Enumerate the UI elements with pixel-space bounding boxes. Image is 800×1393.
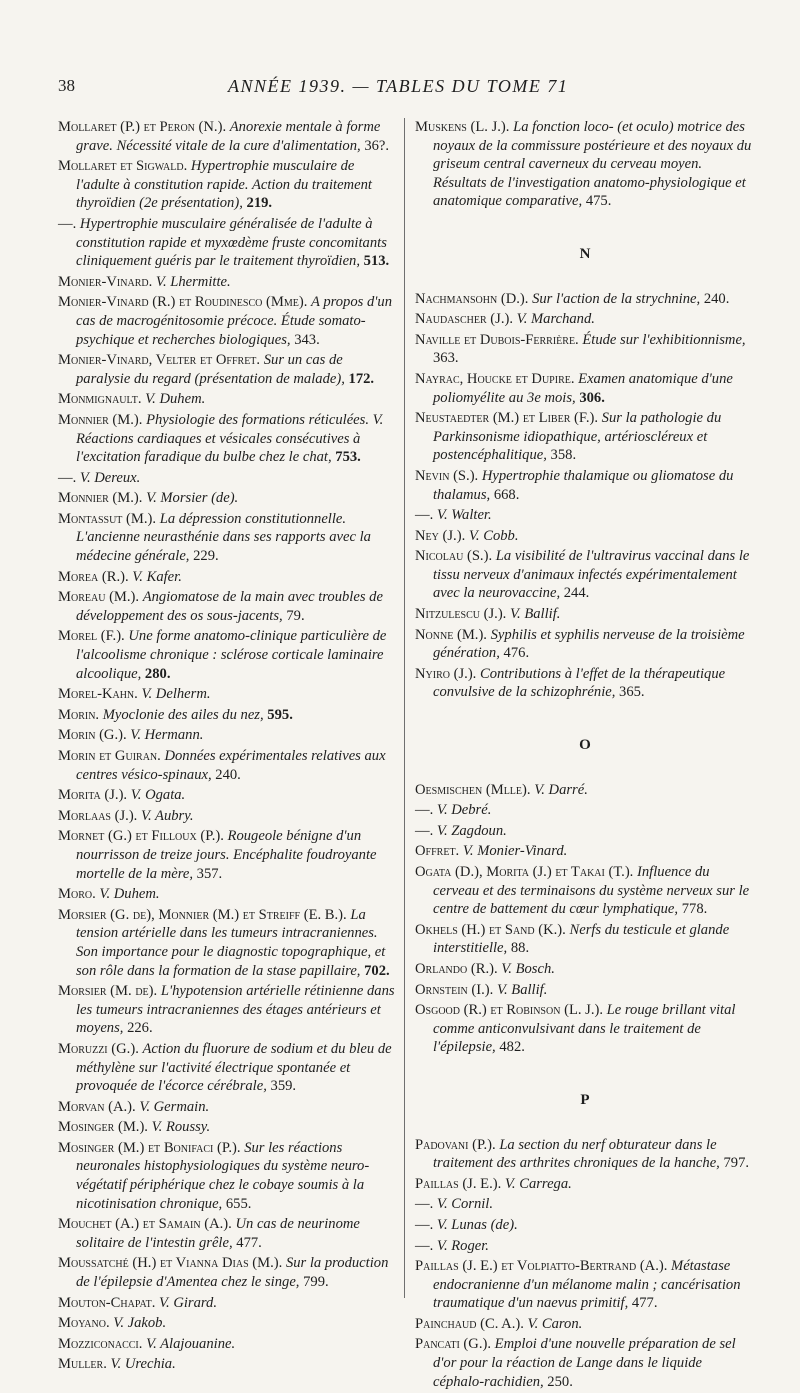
entry-title: Hypertrophie musculaire généralisée de l'adulte à constitution rapide et myxœdème fruste concomitants cliniquement guéris par le traitement thyroïdien, [76,215,387,270]
index-entry [58,118,396,155]
entry-title: V. Caron. [527,1315,583,1332]
index-entry [415,370,755,407]
entry-title: Une forme anatomo-clinique particulière de l'alcoolisme chronique : sclérose corticale laminaire alcoolique, [76,628,387,682]
entry-title: Sur la pathologie du Parkinsonisme idiopathique, artérioscléreux et postencéphalitique, [433,410,722,464]
entry-authors: Monnier (M.). [58,411,143,428]
index-entry [58,982,396,1038]
entry-page: 229. [193,548,219,565]
index-entry [58,469,396,488]
entry-authors: Osgood (R.) et Robinson (L. J.). [415,1002,603,1019]
entry-page [145,666,171,682]
entry-authors: Morin et Guiran. [58,748,161,764]
entry-title: V. Ballif. [509,606,561,623]
entry-page [364,963,390,979]
entry-authors: —. [58,469,77,486]
index-entry [415,1195,755,1214]
entry-page: 226. [127,1020,153,1037]
entry-page: 36?. [364,137,390,154]
entry-authors: Painchaud (C. A.). [415,1315,524,1332]
index-entry [58,1294,396,1313]
entry-title: V. Ogata. [130,787,186,804]
entry-page-bold: 513. [363,253,390,270]
entry-title: Rougeole bénigne d'un nourrisson de treize jours. Encéphalite foudroyante mortelle de la mère, [76,828,377,882]
entry-title: V. Urechia. [110,1356,176,1373]
index-entry [58,1335,396,1354]
entry-page: 799. [303,1274,329,1291]
entry-authors: Monier-Vinard, Velter et Offret. [58,352,261,369]
entry-authors: Monier-Vinard (R.) et Roudinesco (Mme). [58,294,308,311]
entry-page [349,371,375,387]
entry-title: Anorexie mentale à forme grave. Nécessité vitale de la cure d'alimentation, [76,119,381,154]
entry-authors: Mouton-Chapat. [58,1294,156,1311]
entry-authors: Mollaret et Sigwald. [58,158,188,175]
index-entry [58,215,396,271]
entry-authors: Ornstein (I.). [415,981,494,998]
index-entry [58,627,396,683]
entry-page: 358. [550,447,577,464]
entry-page: 244. [563,585,590,602]
entry-authors: Mosinger (M.) et Bonifaci (P.). [58,1139,241,1156]
entry-page: 477. [631,1295,658,1312]
entry-title: Le rouge brillant vital comme anticonvulsivant dans le traitement de l'épilepsie, [433,1002,736,1056]
entry-authors: Monnier (M.). [58,490,143,507]
entry-title: Hypertrophie thalamique ou gliomatose du thalamus, [433,467,734,503]
entry-authors: Nyiro (J.). [415,665,477,682]
entry-authors: Paillas (J. E.). [415,1175,502,1192]
running-title: ANNÉE 1939. — TABLES DU TOME 71 [228,76,569,96]
entry-authors: Morvan (A.). [58,1098,136,1115]
entry-page: 240. [215,766,241,783]
entry-authors: Padovani (P.). [415,1136,496,1153]
entry-page [579,390,605,406]
entry-authors: Monier-Vinard. [58,273,153,290]
entry-title: Sur les réactions neuronales histophysiologiques du système neuro-végétatif périphérique chez le cobaye soumis à la nicotinisation chronique, [76,1139,370,1212]
entry-authors: Moruzzi (G.). [58,1040,139,1057]
entry-authors: Monmignault. [58,391,142,408]
index-entry [415,467,755,504]
entry-authors: Morel-Kahn. [58,686,138,703]
index-entry [415,118,755,211]
entry-page: 357. [196,865,223,882]
entry-title: Examen anatomique d'une poliomyélite au 3e mois, [433,370,733,406]
entry-page-bold: 595. [267,706,293,723]
entry-title: V. Aubry. [140,807,194,824]
entry-title: A propos d'un cas de macrogénitosomie précoce. Étude somato-psychique et recherches biologiques, [76,294,392,348]
entry-page: 359. [270,1078,297,1095]
entry-title: V. Hermann. [130,727,204,744]
entry-authors: Muller. [58,1356,107,1373]
index-entry [58,885,396,904]
entry-authors: Nonne (M.). [415,626,487,643]
entry-page-bold: 280. [144,665,171,682]
entry-authors: —. [415,822,434,839]
index-entry [58,1040,396,1096]
entry-page-bold: 172. [348,370,375,387]
entry-title: V. Carrega. [504,1175,572,1192]
index-entry [58,1098,396,1117]
entry-authors: Mouchet (A.) et Samain (A.). [58,1216,232,1233]
left-column [58,118,396,1376]
index-entry [415,665,755,702]
index-entry [415,1175,755,1194]
index-entry [58,1118,396,1137]
entry-authors: Offret. [415,843,460,860]
entry-authors: Morita (J.). [58,787,128,804]
index-entry [415,842,755,861]
section-letter: O [579,737,591,754]
entry-title: V. Girard. [159,1294,217,1311]
entry-title: V. Walter. [436,507,492,524]
index-entry [415,506,755,525]
entry-title: Sur la production de l'épilepsie d'Amentea chez le singe, [76,1255,389,1291]
entry-title: Données expérimentales relatives aux centres vésico-spinaux, [76,748,386,783]
entry-authors: Naville et Dubois-Ferrière. [415,331,579,348]
index-entry [58,747,396,784]
index-entry [415,960,755,979]
entry-authors: Nevin (S.). [415,467,479,484]
page-number: 38 [58,76,75,95]
entry-page: 250. [547,1373,573,1390]
entry-page-bold: 702. [364,962,390,979]
entry-title: V. Lhermitte. [155,273,231,290]
index-entry [58,568,396,587]
index-entry [415,1136,755,1173]
entry-title: V. Alajouanine. [146,1335,236,1352]
entry-page: 778. [681,901,708,918]
index-entry [58,411,396,467]
index-entry [415,1216,755,1235]
entry-title: V. Jakob. [113,1315,167,1332]
entry-title: Emploi d'une nouvelle préparation de sel d'or pour la réaction de Lange dans le liquide céphalo-rachidien, [433,1336,736,1390]
index-entry [415,822,755,841]
entry-title: V. Morsier (de). [146,490,239,507]
entry-title: Étude sur l'exhibitionnisme, [582,331,746,348]
index-entry [58,1314,396,1333]
index-entry [58,827,396,883]
entry-title: V. Monier-Vinard. [462,843,568,860]
entry-title: Contributions à l'effet de la thérapeutique convulsive de la schizophrénie, [433,665,726,701]
index-entry [415,409,755,465]
entry-title: V. Cornil. [436,1196,494,1213]
entry-page: 365. [619,684,645,701]
index-entry [58,390,396,409]
index-entry [58,807,396,826]
page-header [58,72,588,102]
index-entry [415,801,755,820]
entry-authors: Orlando (R.). [415,960,498,977]
entry-authors: Okhels (H.) et Sand (K.). [415,921,566,938]
section-letter: N [579,245,591,262]
entry-title: La fonction loco- (et oculo) motrice des noyaux de la commissure postérieure et des noyaux du griseum central caverneux du cerveau moyen. Résultats de l'investigation anatomo-physiologique et anatomique comparative, [433,119,752,210]
entry-title: La section du nerf obturateur dans le traitement des arthrites chroniques de la hanche, [433,1136,720,1172]
index-entry [58,588,396,625]
entry-page-bold: 306. [579,389,605,406]
entry-authors: Oesmischen (Mlle). [415,781,531,798]
entry-title: V. Marchand. [516,311,595,328]
index-entry [415,547,755,603]
entry-title: V. Kafer. [132,568,182,585]
entry-title: V. Darré. [534,781,588,798]
entry-authors: Ogata (D.), Morita (J.) et Takai (T.). [415,864,634,880]
entry-page: 668. [493,486,520,503]
index-entry [58,726,396,745]
entry-title: Influence du cerveau et des terminaisons du système nerveux sur le centre de battement du cœur lymphatique, [433,864,750,918]
index-entry [58,1355,396,1374]
index-entry [415,921,755,958]
entry-page: 477. [236,1234,262,1251]
entry-page: 363. [433,350,459,367]
entry-authors: Nicolau (S.). [415,548,493,565]
entry-authors: Mollaret (P.) et Peron (N.). [58,119,227,135]
entry-page [267,707,293,723]
entry-title: V. Roger. [436,1237,489,1254]
entry-authors: Ney (J.). [415,527,466,544]
entry-page-bold: 219. [246,195,273,212]
index-entry [58,293,396,349]
entry-page: 79. [286,607,305,624]
entry-title: V. Duhem. [145,391,206,408]
index-entry [415,1257,755,1313]
entry-page [364,253,390,269]
entry-page: 240. [703,290,730,307]
index-entry [58,1139,396,1213]
entry-authors: Morel (F.). [58,628,125,645]
entry-title: V. Duhem. [99,886,160,903]
entry-title: V. Germain. [139,1098,210,1115]
entry-page: 476. [503,645,530,662]
index-entry [58,489,396,508]
entry-page [335,449,361,465]
entry-authors: Morin. [58,706,100,723]
entry-title: La dépression constitutionnelle. L'ancienne neurasthénie dans ses rapports avec la médecine générale, [76,510,371,565]
entry-authors: Nachmansohn (D.). [415,290,529,307]
index-entry [58,685,396,704]
entry-page: 482. [499,1039,525,1056]
entry-authors: Mosinger (M.). [58,1119,148,1136]
entry-authors: Pancati (G.). [415,1336,491,1353]
entry-page: 475. [585,193,612,210]
index-entry [58,706,396,725]
entry-title: Métastase endocranienne d'un mélanome malin ; cancérisation traumatique d'un naevus primitif, [433,1258,741,1312]
entry-title: Angiomatose de la main avec troubles de développement des os sous-jacents, [76,589,383,624]
entry-page: 655. [225,1195,252,1212]
entry-title: Un cas de neurinome solitaire de l'intestin grêle, [76,1216,360,1251]
entry-title: La visibilité de l'ultravirus vaccinal dans le tissu nerveux d'animaux infectés expérimentalement avec la neurovaccine, [433,548,750,602]
entry-authors: —. [58,215,77,232]
index-entry [415,1001,755,1057]
entry-authors: Moreau (M.). [58,589,140,606]
index-entry [58,786,396,805]
entry-title: V. Delherm. [141,686,211,703]
entry-authors: —. [415,507,434,524]
entry-authors: Mornet (G.) et Filloux (P.). [58,828,224,845]
entry-title: La tension artérielle dans les tumeurs intracraniennes. Son importance pour le diagnostic topographique, et son rôle dans la formation de la stase papillaire, [76,906,386,979]
index-entry [415,626,755,663]
entry-authors: —. [415,802,434,819]
entry-title: V. Dereux. [79,469,141,486]
entry-authors: Mozziconacci. [58,1335,143,1352]
entry-authors: —. [415,1196,434,1213]
entry-authors: —. [415,1216,434,1233]
entry-authors: Moyano. [58,1315,110,1332]
entry-authors: Neustaedter (M.) et Liber (F.). [415,410,598,427]
entry-title: V. Ballif. [496,981,548,998]
entry-title: V. Bosch. [501,960,555,977]
entry-authors: Morsier (G. de), Monnier (M.) et Streiff (E. B.). [58,906,347,923]
entry-authors: Paillas (J. E.) et Volpiatto-Bertrand (A.). [415,1258,668,1275]
index-entry [58,510,396,566]
entry-title: Nerfs du testicule et glande interstitielle, [433,921,730,957]
index-entry [415,331,755,368]
entry-authors: Naudascher (J.). [415,311,514,328]
entry-page: 343. [294,331,320,348]
entry-authors: Morlaas (J.). [58,807,138,824]
entry-title: V. Zagdoun. [436,822,507,839]
entry-authors: Morsier (M. de). [58,983,158,1000]
entry-authors: Muskens (L. J.). [415,119,510,135]
index-entry [415,1315,755,1334]
column-divider [404,118,405,1298]
index-entry [58,906,396,980]
entry-authors: Morea (R.). [58,568,129,585]
index-entry [415,527,755,546]
index-entry [58,351,396,388]
entry-authors: —. [415,1237,434,1254]
entry-page-bold: 753. [335,449,361,466]
index-entry [415,290,755,309]
index-entry [415,781,755,800]
index-entry [415,981,755,1000]
entry-title: Sur l'action de la strychnine, [532,290,701,307]
entry-page: 88. [510,940,530,957]
section-letter: P [580,1091,590,1108]
entry-title: V. Roussy. [151,1119,211,1136]
entry-title: V. Cobb. [468,527,519,544]
entry-title: Sur un cas de paralysie du regard (présentation de malade), [76,352,345,387]
entry-title: Action du fluorure de sodium et du bleu de méthylène sur l'activité électrique spontanée et provoquée de l'écorce cérébrale, [76,1040,392,1095]
entry-authors: Nayrac, Houcke et Dupire. [415,370,575,387]
entry-title: Myoclonie des ailes du nez, [102,706,264,723]
index-entry [58,1254,396,1291]
index-entry [58,273,396,292]
index-entry [415,605,755,624]
index-entry [58,1215,396,1252]
index-entry [415,1335,755,1391]
entry-title: Physiologie des formations réticulées. V. Réactions cardiaques et vésicales consécutives à l'excitation faradique du bulbe chez le chat, [76,411,384,466]
entry-authors: Nitzulescu (J.). [415,606,507,623]
entry-page [247,195,273,211]
entry-authors: Moussatché (H.) et Vianna Dias (M.). [58,1255,283,1272]
entry-authors: Morin (G.). [58,727,127,744]
index-entry [415,863,755,919]
entry-title: Hypertrophie musculaire de l'adulte à constitution rapide. Action du traitement thyroïdien (2e présentation), [76,158,372,212]
entry-page: 797. [723,1155,750,1172]
entry-title: V. Lunas (de). [436,1216,518,1233]
entry-authors: Montassut (M.). [58,510,157,527]
entry-title: Syphilis et syphilis nerveuse de la troisième génération, [433,626,745,662]
entry-title: L'hypotension artérielle rétinienne dans les tumeurs intracraniennes des étages antérieurs et moyens, [76,983,395,1037]
entry-authors: Moro. [58,886,96,903]
index-entry [415,310,755,329]
entry-title: V. Debré. [436,802,492,819]
right-column [415,118,755,1393]
index-entry [415,1237,755,1256]
index-entry [58,157,396,213]
